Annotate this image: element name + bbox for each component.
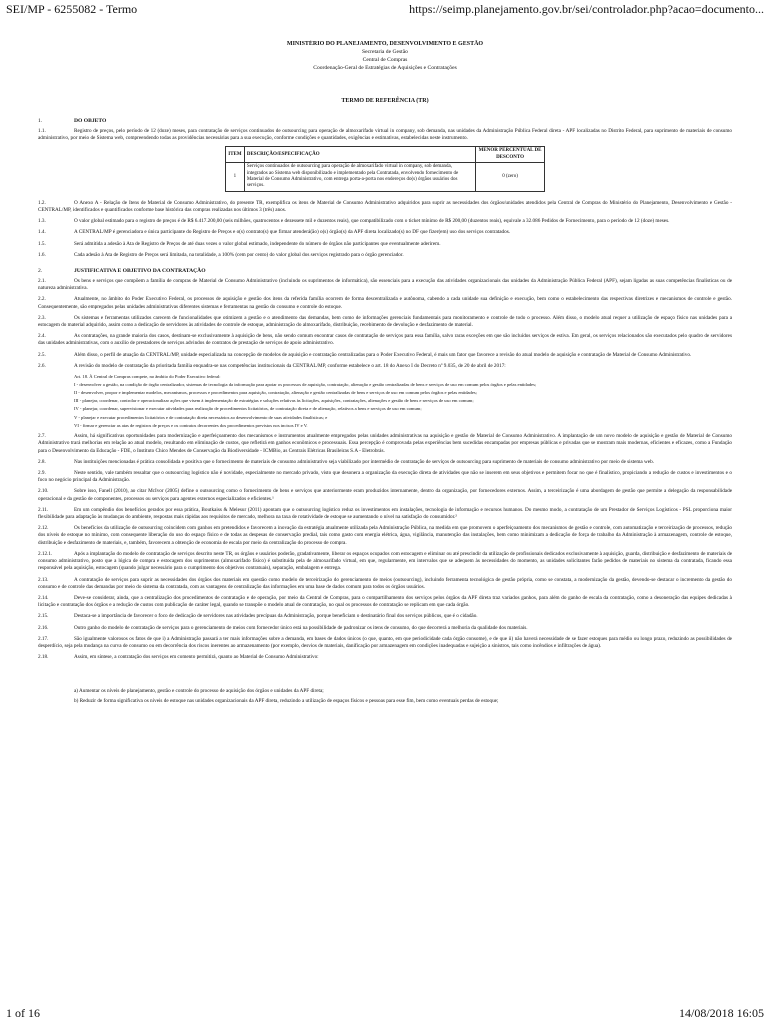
clause-number: 1.4.	[38, 229, 46, 236]
clause-text: A contratação de serviços para suprir as necessidades dos órgãos dos materiais em questão como modelo de terceirização do gerenciamento de meios (outsourcing), incluindo ferramenta tecnológica de gestão própria, como se constata, a modernização da gestão, devendo-se destacar o incremento da gestão do consumo e de controle das demandas por meio do sistema da contratada, com as vantagens de centralização das informações em uma base de dados comum para todos os órgãos usuários.	[38, 576, 732, 590]
clause-number: 1.5.	[38, 240, 46, 247]
clause-number: 2.2.	[38, 296, 46, 303]
clause-number: 2.13.	[38, 576, 49, 583]
clause	[38, 488, 732, 502]
clause	[38, 200, 732, 214]
clause-number: 2.14.	[38, 594, 49, 601]
table-row	[226, 163, 545, 192]
clause	[38, 677, 732, 684]
quote-line: Art. 18. À Central de Compras compete, no âmbito do Poder Executivo federal:	[74, 374, 221, 380]
document-title: TERMO DE REFERÊNCIA (TR)	[341, 98, 429, 104]
clause-number: 1.6.	[38, 251, 46, 258]
clause	[38, 470, 732, 484]
clause-number: 2.12.1.	[38, 550, 53, 557]
clause-text: Atualmente, no âmbito do Poder Executivo Federal, os processos de aquisição e gestão dos itens da referida família ocorrem de forma descentralizada e autônoma, cabendo a cada unidade sua definição e execução, bem como o estabelecimento das respectivas diretrizes e mecanismos de controle e gestão. Consequentemente, são empregados pelas unidades administrativas diferentes sistemas e ferramentas na gestão do consumo e controle do estoque.	[38, 296, 732, 310]
document-page	[38, 40, 732, 998]
clause-text: A revisão do modelo de contratação da prioritada família enquadra-se nas competências institucionais da CENTRAL/MP, conforme estabelece o art. 18 do Anexo I do Decreto nº 9.035, de 20 de abril de 2017:	[74, 362, 506, 369]
section2-clauses-a	[38, 278, 732, 370]
clause	[38, 507, 732, 521]
document-header	[38, 40, 732, 72]
clause-number: 2.7.	[38, 433, 46, 440]
table-cell-discount: 0 (zero)	[476, 163, 545, 192]
clause	[38, 577, 732, 591]
quote-line: II - desenvolver, propor e implementar modelos, mecanismos, processos e procedimentos para aquisição, contratação, alienação e gestão centralizadas de bens e serviços de uso em comum pelos órgãos e pelas entidades;	[74, 390, 477, 396]
decree-quote	[74, 374, 732, 429]
ministry-name: MINISTÉRIO DO PLANEJAMENTO, DESENVOLVIMENTO E GESTÃO	[286, 41, 484, 47]
secretariat-name: Secretaria de Gestão	[362, 49, 408, 55]
clause-text: O valor global estimado para o registro de preços é de R$ 6.417.200,00 (seis milhões, quatrocentos e dezessete mil e duzentos reais), que compatibilizado com o ticket mínimo de R$ 200,00 (duzentos reais), equivale a 32.086 Pedidos de Fornecimento, para o período de 12 (doze) meses.	[74, 218, 670, 225]
clause	[38, 296, 732, 310]
quote-line: VI - firmar e gerenciar as atas de registros de preços e os contratos decorrentes dos procedimentos previstos nos incisos IV e V.	[74, 422, 308, 428]
quote-line: I - desenvolver a gestão, na condição de órgão centralizador, sistemas de tecnologia da informação para apoiar os processos de aquisição, contratação, alienação e gestão centralizadas de bens e serviços de uso em comum pelos órgãos e pelas entidades;	[74, 382, 537, 388]
print-datetime: 14/08/2018 16:05	[678, 1006, 764, 1020]
clause-text: Será admitida a adesão à Ata de Registro de Preços de até duas vezes o valor global estimado, independente do número de órgãos não participantes que eventualmente aderirem.	[74, 240, 441, 247]
clause-number: 2.10.	[38, 488, 49, 495]
clause-text: Nas instituições mencionadas é prática consolidada e positiva que o fornecimento de materiais de consumo administrativo seja viabilizado por intermédio de contratação de serviços de outsourcing para suprimento de materiais de consumo administrativo por meio de sistema web.	[74, 458, 654, 465]
list-item: a) Aumentar os níveis de planejamento, gestão e controle do processo de aquisição dos órgãos e unidades da APF direta;	[74, 687, 324, 694]
quote-line: III - planejar, coordenar, controlar e operacionalizar ações que visem à implementação de estratégias e soluções relativas às licitações, aquisições, contratações, alienações e gestão de bens e serviços de uso em comum;	[74, 398, 474, 404]
clause-number: 2.16.	[38, 624, 49, 631]
clause	[38, 459, 732, 466]
clause-number: 2.5.	[38, 351, 46, 358]
clause	[38, 433, 732, 455]
section-heading	[38, 268, 732, 274]
clause-text: As contratações, na grande maioria dos casos, destinam-se exclusivamente à aquisição de bens, não sendo comum encontrar casos de contratação de serviços para essa família, salvo raras exceções em que são incluídos serviços de estiva. Em geral, os serviços relacionados são executados pelo quadro de servidores das unidades administrativas, com o auxílio de prestadores de serviços advindos de contratos de prestação de serviços de apoio administrativo.	[38, 333, 732, 347]
clause	[38, 278, 732, 292]
clause-text: A CENTRAL/MP é gerenciadora e única participante do Registro de Preços e o(s) contrato(s) que firmar atenderá(ão) o(s) órgão(s) da APF direta localizado(s) no DF que fizer(em) uso dos serviços contratados.	[74, 229, 511, 236]
clause	[38, 654, 732, 661]
clause-text: Sobre isso, Fanell (2010), ao citar McIvor (2005) define o outsourcing como o fornecimento de bens e serviços que anteriormente eram produzidos internamente, dentro da organização, por fornecedores externos. Assim, a terceirização é uma abordagem de gestão que permite a delegação da responsabilidade operacional e da gestão de componentes, processos ou serviços para agentes externos especializados e eficientes.¹	[38, 488, 732, 502]
clause-text: Os bens e serviços que compõem a família de compras de Material de Consumo Administrativo (incluindo os suprimentos de informática), são essenciais para a execução das atividades organizacionais das unidades da Administração Pública Federal (APF), sejam ligadas as suas competências finalísticas ou de natureza administrativa.	[38, 278, 732, 292]
table-cell-item: 1	[226, 163, 245, 192]
section-number: 1.	[38, 118, 43, 124]
clause-number: 1.3.	[38, 218, 46, 225]
table-header-discount: MENOR PERCENTUAL DE DESCONTO	[476, 147, 545, 163]
clause	[38, 636, 732, 650]
clause-number: 2.3.	[38, 314, 46, 321]
clause-number: 1.1.	[38, 128, 46, 134]
clause	[38, 625, 732, 632]
clause-text: Registro de preços, pelo período de 12 (doze) meses, para contratação de serviços continuados de outsourcing para operação de almoxarifado virtual in company, sob demanda, nas unidades da Administração Pública Federal direta - APF localizadas no Distrito Federal, para suprimento de materiais de consumo administrativo, por meio de Sistema web, compreendendo todas as providências necessárias para a sua execução, conforme condições e quantidades, exigências e estimativas, estabelecidas neste instrumento.	[38, 128, 732, 142]
clause	[38, 315, 732, 329]
clause-number: 2.6.	[38, 362, 46, 369]
table-header-description: DESCRIÇÃO/ESPECIFICAÇÃO	[244, 147, 475, 163]
section1-clauses	[38, 200, 732, 259]
clause	[38, 241, 732, 248]
object-table	[225, 146, 545, 191]
clause-number: 2.12.	[38, 525, 49, 532]
clause-number: 2.18.	[38, 654, 49, 661]
clause-number: 2.8.	[38, 458, 46, 465]
clause	[38, 252, 732, 259]
clause-text: Após a implantação do modelo de contratação de serviços descrito neste TR, os órgãos e usuários poderão, gradativamente, liberar os espaços ocupados com estocagem e eliminar ou até prescindir da utilização de profissionais dedicados exclusivamente à aquisição, guarda, distribuição e desfazimento de materiais de consumo administrativo, posto que a lógica de compra e estocagem dos suprimentos (almoxarifado físico) é substituída pela de almoxarifado virtual, em que, regularmente, em intervalos que se adequem às necessidades do momento, as unidades solicitantes farão pedidos de materiais no sistema da contratada, ficando essa responsável pela aquisição, estocagem (quando julgar necessário para o cumprimento dos objetivos contratuais), separação, embalagem e entrega.	[38, 550, 732, 572]
clause-number: 2.1.	[38, 278, 46, 285]
quote-line: IV - planejar, coordenar, supervisionar e executar atividades para realização de procedimentos licitatórios, de contratação direta e de alienação, relativos a bens e serviços de uso em comum;	[74, 406, 422, 412]
clause-text: São igualmente valorosos os fatos de que i) a Administração passará a ter mais informações sobre a demanda, em bases de dados únicos (o que, quanto, em que periodicidade cada órgão consome), e de que ii) não haverá necessidade de se fazer estoques para médio ou longo prazo, reduzindo as possibilidades de desperdício, seja pela mudança na curva de consumo ou em decorrência dos riscos inerentes ao armazenamento (por exemplo, desvios de materiais, danificação por armazenagem em condições inadequadas e sujeição a sinistros, tais como incêndios e infiltrações de água).	[38, 635, 732, 649]
clause	[38, 665, 732, 672]
clause-number: 2.11.	[38, 506, 49, 513]
clause-text: Além disso, o perfil de atuação da CENTRAL/MP, unidade especializada na concepção de modelos de aquisição e contratação centralizadas para o Poder Executivo Federal, é mais um fator que favorece a revisão do atual modelo de aquisição e contratação de Material de Consumo Administrativo.	[74, 351, 692, 358]
section-number: 2.	[38, 268, 43, 275]
browser-print-footer	[6, 1006, 764, 1022]
section-heading	[38, 118, 732, 124]
clause-number: 1.2.	[38, 199, 46, 206]
clause-text: Neste sentido, vale também ressaltar que o outsourcing logístico não é novidade, especialmente no mercado privado, visto que desonera a organização da execução direta de atividades que não se inserem em seus objetivos e permitem focar no que é finalístico, propiciando a redução de custos e investimentos e o foco no negócio principal da Administração.	[38, 470, 732, 484]
clause	[38, 128, 732, 142]
objectives-list	[74, 688, 732, 705]
clause-number: 2.15.	[38, 613, 49, 620]
clause	[38, 218, 732, 225]
clause	[38, 551, 732, 573]
clause	[38, 352, 732, 359]
clause	[38, 525, 732, 547]
tab-title: SEI/MP - 6255082 - Termo	[6, 2, 138, 16]
clause-text: Destaca-se a importância de favorecer o foco de dedicação de servidores nas atividades precípuas da Administração, porque beneficiam o destinatário final dos serviços públicos, que é o cidadão.	[74, 613, 478, 620]
clause-text: Assim, há significativas oportunidades para modernização e aperfeiçoamento dos mecanismos e instrumentos atualmente empregados pelas unidades administrativas na aquisição e gestão de Material de Consumo Administrativo. A implantação de um novo modelo de aquisição e gestão de Material de Consumo Administrativo trará melhorias em relação ao atual modelo, resultando em eliminação de custos, que refletirá em ganhos econômicos e processuais. Essa percepção é comprovada pelas experiências bem sucedidas encampadas por empresas públicas e privadas que se mostram mais modernas, eficientes e eficazes, como a Fundação para o Desenvolvimento da Educação - FDE, o Instituto Chico Mendes de Conservação da Biodiversidade - ICMBio, as Centrais Elétricas Brasileiras S.A - Eletrobrás.	[38, 433, 732, 454]
clause-text: Cada adesão à Ata de Registro de Preços será limitada, na totalidade, a 100% (cem por cento) do valor global dos serviços registrado para o órgão gerenciador.	[74, 251, 404, 258]
list-item: b) Reduzir de forma significativa os níveis de estoque nas unidades organizacionais da APF direta, reduzindo a utilização de espaços físicos e pessoas para esse fim, bem como eventuais perdas de estoque;	[74, 697, 499, 704]
clause	[38, 363, 732, 370]
clause-text: O Anexo A - Relação de Itens de Material de Consumo Administrativo, do presente TR, exemplifica os itens de Material de Consumo Administrativo adquiridos para suprir as necessidades dos órgãos/unidades atendidos pela Central de Compras do Ministério do Planejamento, Desenvolvimento e Gestão - CENTRAL/MP, identificados e quantificados conforme base histórica das compras realizadas nos últimos 3 (três) anos.	[38, 199, 732, 214]
clause-text: Assim, em síntese, a contratação dos serviços em comento permitirá, quanto ao Material de Consumo Administrativo:	[74, 654, 319, 661]
clause	[38, 333, 732, 347]
table-header-item: ITEM	[226, 147, 245, 163]
page-url: https://seimp.planejamento.gov.br/sei/controlador.php?acao=documento...	[409, 2, 764, 16]
central-name: Central de Compras	[362, 57, 408, 63]
section-title: JUSTIFICATIVA E OBJETIVO DA CONTRATAÇÃO	[74, 268, 206, 275]
table-header-row	[226, 147, 545, 163]
clause-text: Os benefícios da utilização de outsourcing coincidem com ganhos em pretendidos e favorecem a inovação da estratégia atualmente utilizada pela Administração Pública, na medida em que promovem o aperfeiçoamento dos mecanismos de gestão e controle, com automatização e terceirização de processos, redução dos níveis de estoque no mínimo, com consequente liberação do uso do espaço físico e de todas as despesas de conservação predial, tais como gasto com energia elétrica, água, vigilância, manutenção das instalações, bem como minimizam a dedicação de força de trabalho da Administração à armazenagem, controle de estoque, distribuição e desfazimento de materiais, e, também, favorecem a obtenção de economia de escala por meio da centralização do processo de compra.	[38, 525, 732, 546]
table-cell-description: Serviços continuados de outsourcing para operação de almoxarifado virtual in company, sob demanda, integrados ao Sistema web disponibilizado e implementado pela Contratada, envolvendo fornecimento de Material de Consumo Administrativo, com entrega porta-a-porta nos endereços do(s) órgãos usuários dos serviços.	[244, 163, 475, 192]
browser-print-header	[6, 2, 764, 18]
clause	[38, 229, 732, 236]
clause-number: 2.4.	[38, 333, 46, 340]
quote-line: V - planejar e executar procedimentos licitatórios e de contratação direta necessários ao desenvolvimento de suas atividades finalísticas; e	[74, 414, 328, 420]
clause	[38, 595, 732, 609]
clause-text: Outro ganho do modelo de contratação de serviços para o gerenciamento de meios com fornecedor único está na possibilidade de padronizar os itens de consumo, do que decorrerá a melhoria da qualidade dos materiais.	[74, 624, 528, 631]
clause-text: Os sistemas e ferramentas utilizados carecem de funcionalidades que otimizem a gestão e o atendimento das demandas, bem como de informações gerenciais fundamentais para monitoramento e controle de todo o processo. Além disso, o modelo atual requer a utilização de espaço físico nas unidades para a estocagem do material adquirido, assim como a dedicação de servidores às atividades de controle de estoque, administração do almoxarifado, distribuição, recebimento de devolução e desfazimento de material.	[38, 314, 732, 329]
section-title: DO OBJETO	[74, 118, 107, 124]
clause-text: Deve-se considerar, ainda, que a centralização dos procedimentos de contratação e de operação, por meio da Central de Compras, para o compartilhamento dos serviços pelos órgãos da APF direta traz variados ganhos, para além do ganho de escala da contratação, como a desoneração das equipes dedicadas à licitação e contratação dos órgãos e a redução de custos com publicação de caráter legal, quando se transpõe o modelo atual de contratação, no qual os processos de contratação se replicam em que cada órgão.	[38, 594, 732, 609]
coordination-name: Coordenação-Geral de Estratégias de Aquisições e Contratações	[313, 65, 457, 71]
clause-text: Em um compêndio dos benefícios gerados por essa prática, Boutkaiss & Melesur (2011) apontam que o outsourcing logístico reduz os investimentos em instalações, tecnologia de informação e recursos humanos. Do mesmo modo, a contratação de um Prestador de Serviços Logísticos - PSL proporciona maior flexibilidade para adaptação às mudanças do ambiente, respostas mais rápidas aos requisitos de mercado, melhora na taxa de rotatividade de estoque se aumentando o nível na satisfação do consumidor.²	[38, 506, 732, 521]
clause	[38, 613, 732, 620]
section2-clauses-b	[38, 433, 732, 683]
clause-number: 2.17.	[38, 635, 49, 642]
page-indicator: 1 of 16	[6, 1006, 40, 1020]
clause-number: 2.9.	[38, 470, 46, 477]
